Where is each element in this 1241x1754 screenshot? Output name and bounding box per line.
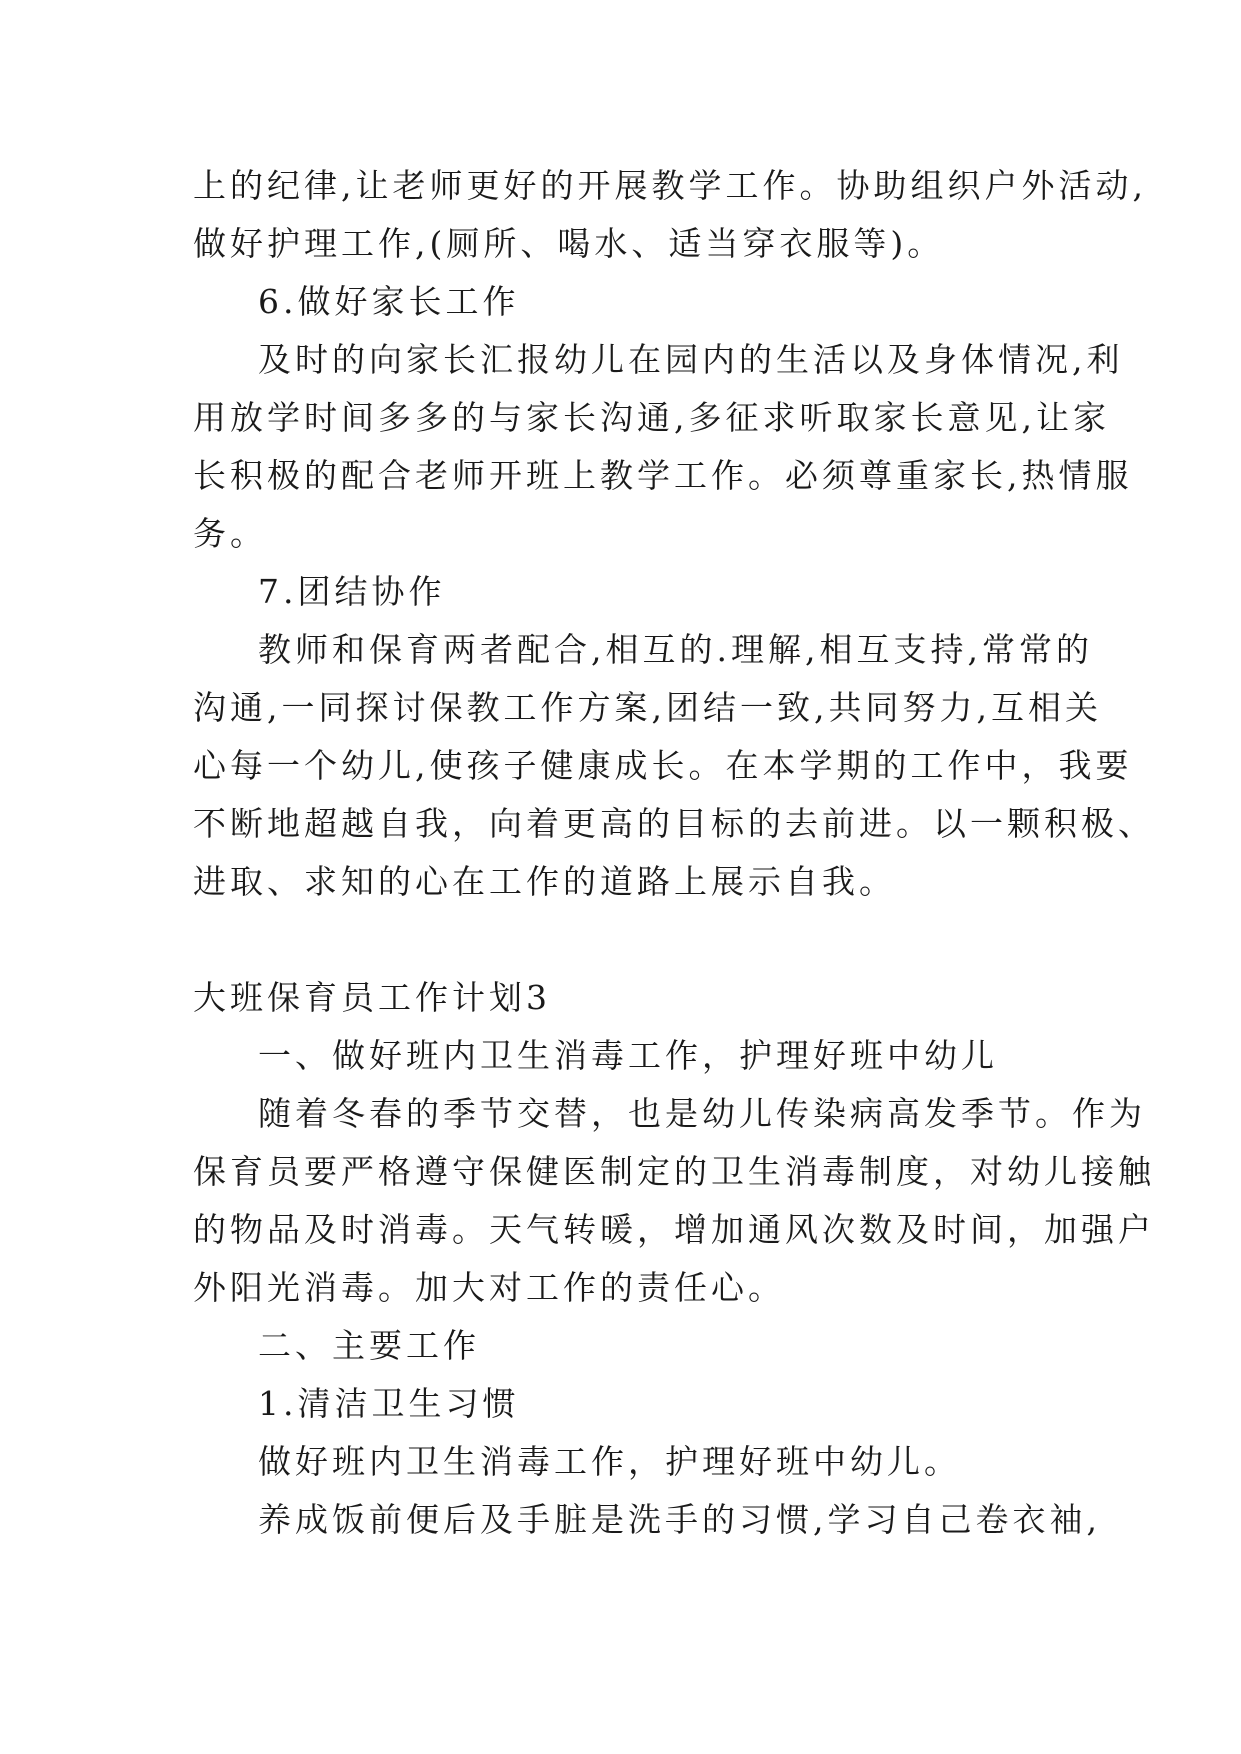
section-heading: 7.团结协作 [258,572,446,611]
document-title: 大班保育员工作计划3 [193,978,551,1017]
text-line: 不断地超越自我，向着更高的目标的去前进。以一颗积极、 [193,804,1155,843]
text-line: 进取、求知的心在工作的道路上展示自我。 [193,862,896,901]
text-line: 做好护理工作,(厕所、喝水、适当穿衣服等)。 [193,224,945,263]
text-line: 教师和保育两者配合,相互的.理解,相互支持,常常的 [258,630,1093,669]
text-line: 用放学时间多多的与家长沟通,多征求听取家长意见,让家 [193,398,1110,437]
text-line: 心每一个幼儿,使孩子健康成长。在本学期的工作中，我要 [193,746,1133,785]
text-line: 养成饭前便后及手脏是洗手的习惯,学习自己卷衣袖, [258,1500,1101,1539]
text-line: 及时的向家长汇报幼儿在园内的生活以及身体情况,利 [258,340,1124,379]
text-line: 做好班内卫生消毒工作，护理好班中幼儿。 [258,1442,961,1481]
text-line: 务。 [193,514,267,553]
text-line: 的物品及时消毒。天气转暖，增加通风次数及时间，加强户 [193,1210,1155,1249]
section-heading: 6.做好家长工作 [258,282,520,321]
section-heading: 一、做好班内卫生消毒工作，护理好班中幼儿 [258,1036,998,1075]
text-line: 长积极的配合老师开班上教学工作。必须尊重家长,热情服 [193,456,1133,495]
text-line: 随着冬春的季节交替，也是幼儿传染病高发季节。作为 [258,1094,1146,1133]
text-line: 上的纪律,让老师更好的开展教学工作。协助组织户外活动, [193,166,1147,205]
text-line: 外阳光消毒。加大对工作的责任心。 [193,1268,785,1307]
section-heading: 1.清洁卫生习惯 [258,1384,520,1423]
text-line: 沟通,一同探讨保教工作方案,团结一致,共同努力,互相关 [193,688,1102,727]
text-line: 保育员要严格遵守保健医制定的卫生消毒制度，对幼儿接触 [193,1152,1155,1191]
section-heading: 二、主要工作 [258,1326,480,1365]
